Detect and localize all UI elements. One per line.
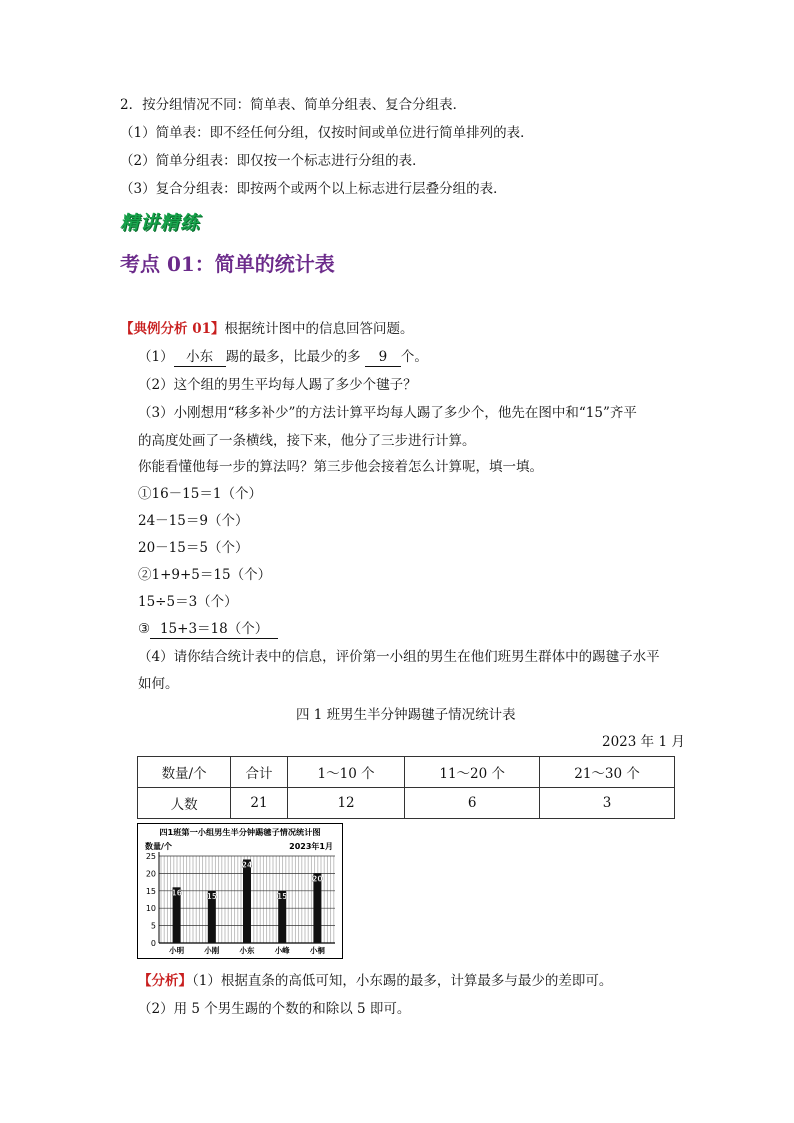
- analysis-line-1: [138, 972, 612, 990]
- data-label: 15: [276, 891, 288, 901]
- text-line: 2．按分组情况不同：简单表、简单分组表、复合分组表．: [120, 97, 467, 113]
- section-heading: 精讲精练: [120, 212, 201, 234]
- table-title: 四 1 班男生半分钟踢毽子情况统计表: [296, 707, 516, 723]
- question-2: （2）这个组的男生平均每人踢了多少个毽子？: [138, 377, 417, 393]
- table-cell: 12: [287, 788, 404, 819]
- table-cell: 6: [405, 788, 540, 819]
- step-6-answer: 15+3＝18（个）: [150, 620, 278, 639]
- analysis-line-2: （2）用 5 个男生踢的个数的和除以 5 即可。: [138, 1001, 411, 1017]
- table-cell: 11～20 个: [405, 757, 540, 788]
- table-cell: 数量/个: [138, 757, 231, 788]
- data-label: 24: [241, 860, 253, 870]
- answer-blank-2: 9: [365, 348, 401, 367]
- x-tick-label: 小峰: [274, 946, 290, 955]
- example-tag: 【典例分析 01】: [120, 321, 225, 337]
- x-tick-label: 小刚: [204, 946, 220, 955]
- step-1: ①16－15＝1（个）: [138, 486, 262, 502]
- text-line: （3）复合分组表：即按两个或两个以上标志进行层叠分组的表．: [120, 181, 507, 197]
- data-label: 20: [312, 874, 323, 884]
- analysis-text-1: （1）根据直条的高低可知，小东踢的最多，计算最多与最少的差即可。: [192, 973, 613, 989]
- step-6-prefix: ③: [138, 621, 151, 637]
- table-cell: 人数: [138, 788, 231, 819]
- table-cell: 21～30 个: [540, 757, 675, 788]
- q1-mid: 踢的最多，比最少的多: [225, 349, 361, 365]
- chart-ylabel: 数量/个: [145, 842, 172, 851]
- answer-blank-1: 小东: [174, 348, 226, 367]
- bar: [313, 873, 321, 943]
- bar: [243, 859, 251, 943]
- step-2: 24－15＝9（个）: [138, 513, 249, 529]
- q1-suffix: 个。: [400, 349, 428, 365]
- chart-title: 四1班第一小组男生半分钟踢毽子情况统计图: [159, 827, 321, 837]
- table-cell: 3: [540, 788, 675, 819]
- y-tick-label: 10: [145, 904, 156, 914]
- data-label: 16: [171, 888, 182, 898]
- question-3-line-b: 的高度处画了一条横线，接下来，他分了三步进行计算。: [138, 433, 476, 449]
- question-1: [138, 348, 428, 367]
- y-tick-label: 15: [145, 886, 156, 896]
- text-line: （2）简单分组表：即仅按一个标志进行分组的表．: [120, 153, 426, 169]
- y-tick-label: 5: [150, 921, 156, 931]
- y-tick-label: 20: [145, 869, 156, 879]
- y-tick-label: 25: [145, 852, 156, 861]
- step-3: 20－15＝5（个）: [138, 540, 249, 556]
- question-4-line-a: （4）请你结合统计表中的信息，评价第一小组的男生在他们班男生群体中的踢毽子水平: [138, 649, 660, 665]
- topic-heading: 考点 01：简单的统计表: [120, 252, 335, 276]
- example-intro-line: [120, 320, 414, 338]
- y-tick-label: 0: [150, 939, 156, 948]
- x-tick-label: 小桐: [309, 946, 325, 955]
- step-5: 15÷5＝3（个）: [138, 594, 238, 610]
- table-date: 2023 年 1 月: [602, 734, 685, 750]
- step-4: ②1+9+5＝15（个）: [138, 567, 272, 583]
- chart-date: 2023年1月: [289, 842, 333, 851]
- table-cell: 1～10 个: [287, 757, 404, 788]
- analysis-tag: 【分析】: [138, 973, 192, 989]
- table-cell: 21: [231, 788, 288, 819]
- table-header-row: [138, 757, 675, 788]
- text-line: （1）简单表：即不经任何分组，仅按时间或单位进行简单排列的表．: [120, 125, 534, 141]
- question-4-line-b: 如何。: [138, 676, 179, 692]
- question-3-line-c: 你能看懂他每一步的算法吗？第三步他会接着怎么计算呢，填一填。: [138, 459, 543, 475]
- data-label: 15: [206, 891, 218, 901]
- example-intro: 根据统计图中的信息回答问题。: [224, 321, 414, 337]
- table-cell: 合计: [231, 757, 288, 788]
- table-row: [138, 788, 675, 819]
- step-6: [138, 620, 278, 639]
- x-tick-label: 小明: [169, 946, 185, 955]
- x-tick-label: 小东: [239, 946, 255, 955]
- stats-table: [137, 756, 675, 819]
- bar-chart-svg: [137, 823, 343, 959]
- bar-chart: [137, 823, 343, 959]
- question-3-line-a: （3）小刚想用“移多补少”的方法计算平均每人踢了多少个，他先在图中和“15”齐平: [138, 405, 637, 421]
- q1-prefix: （1）: [138, 349, 174, 365]
